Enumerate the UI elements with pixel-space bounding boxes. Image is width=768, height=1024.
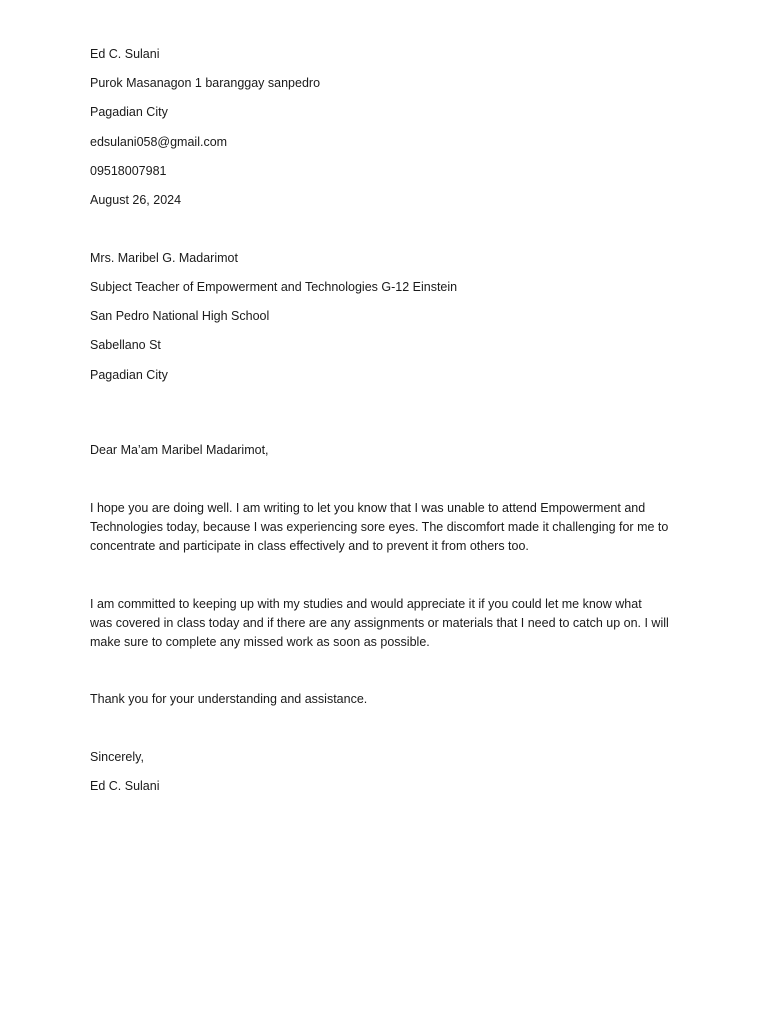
paragraph-line: Technologies today, because I was experiencing sore eyes. The discomfort made it challenging for me to — [90, 520, 669, 534]
sender-phone: 09518007981 — [90, 164, 167, 178]
salutation: Dear Ma’am Maribel Madarimot, — [90, 443, 269, 457]
recipient-title: Subject Teacher of Empowerment and Technologies G-12 Einstein — [90, 280, 458, 294]
sender-city: Pagadian City — [90, 105, 168, 119]
recipient-city: Pagadian City — [90, 368, 168, 382]
recipient-school: San Pedro National High School — [90, 309, 270, 323]
recipient-street: Sabellano St — [90, 338, 161, 352]
sender-address: Purok Masanagon 1 baranggay sanpedro — [90, 76, 321, 90]
letter-date: August 26, 2024 — [90, 193, 182, 207]
paragraph-line: I am committed to keeping up with my studies and would appreciate it if you could let me know what — [90, 597, 642, 611]
body-paragraph-1 — [90, 499, 690, 556]
body-paragraph-3: Thank you for your understanding and assistance. — [90, 692, 368, 706]
sender-email: edsulani058@gmail.com — [90, 135, 228, 149]
paragraph-line: I hope you are doing well. I am writing to let you know that I was unable to attend Empowerment and — [90, 501, 646, 515]
paragraph-line: concentrate and participate in class effectively and to prevent it from others too. — [90, 539, 529, 553]
paragraph-line: was covered in class today and if there are any assignments or materials that I need to catch up on. I will — [90, 616, 669, 630]
closing: Sincerely, — [90, 750, 144, 764]
paragraph-line: make sure to complete any missed work as soon as possible. — [90, 635, 430, 649]
signature: Ed C. Sulani — [90, 779, 160, 793]
sender-name: Ed C. Sulani — [90, 47, 160, 61]
recipient-name: Mrs. Maribel G. Madarimot — [90, 251, 238, 265]
body-paragraph-2 — [90, 595, 690, 652]
